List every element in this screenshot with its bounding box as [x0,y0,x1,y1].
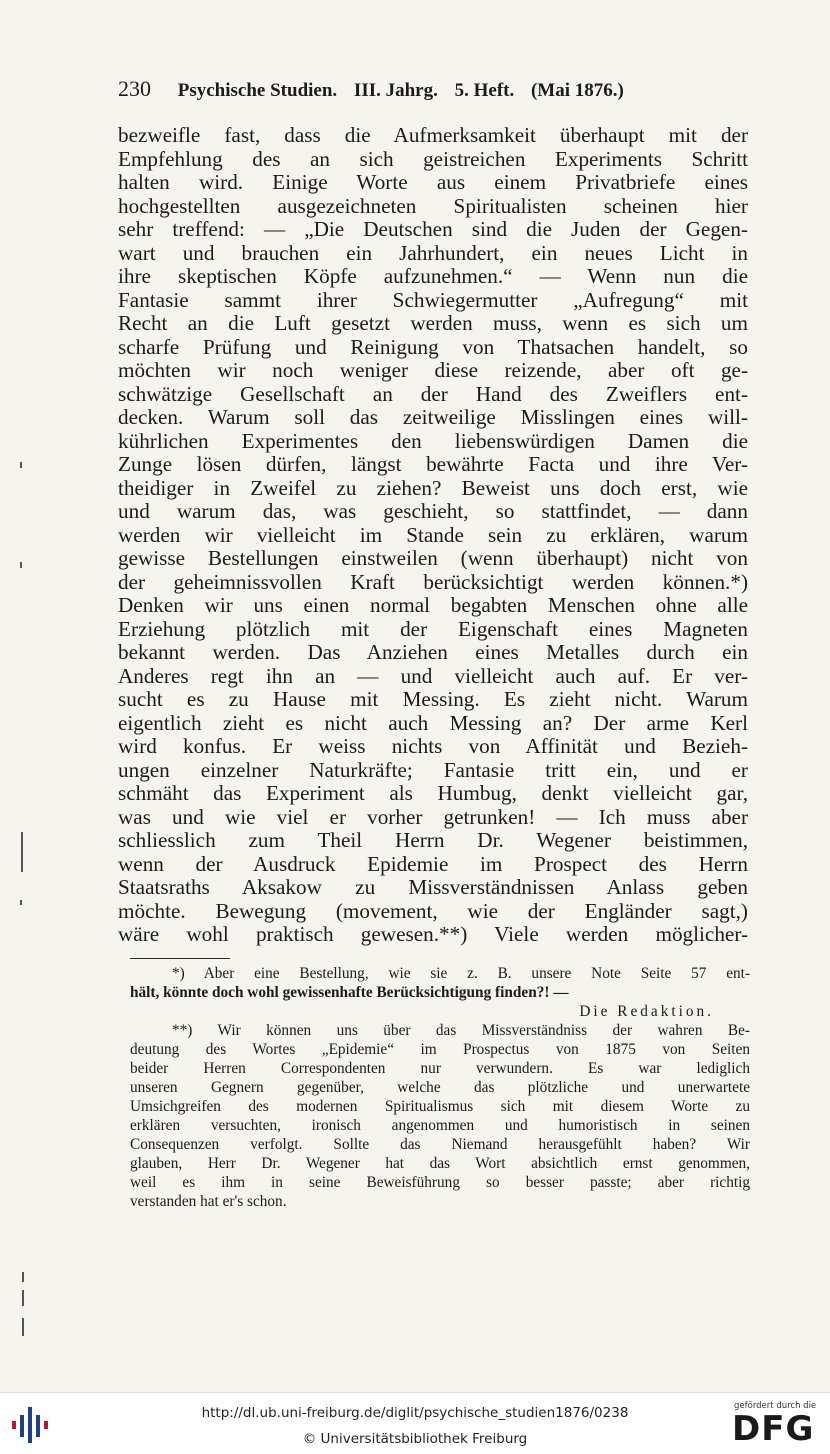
funding-note: gefördert durch die [734,1401,817,1411]
body-line: Recht an die Luft gesetzt werden muss, wenn es sich um [118,312,748,335]
body-line: kührlichen Experimentes den liebenswürdigen Damen die [118,429,748,453]
body-line: wäre wohl praktisch gewesen.**) Viele werden möglicher- [118,923,748,946]
body-line: möchte. Bewegung (movement, wie der Engländer sagt,) [118,899,748,923]
footnote-signature: Die Redaktion. [579,1003,714,1020]
footnote-line: erklären versuchten, ironisch angenommen und humoristisch in seinen [130,1117,750,1134]
body-line: gewisse Bestellungen einstweilen (wenn überhaupt) nicht von [118,547,748,570]
body-line: bezweifle fast, dass die Aufmerksamkeit überhaupt mit der [118,124,748,147]
body-line: wird konfus. Er weiss nichts von Affinität und Bezieh- [118,735,748,758]
body-line: was und wie viel er vorher getrunken! — Ich muss aber [118,805,748,829]
body-line: bekannt werden. Das Anziehen eines Metalles durch ein [118,641,748,664]
body-line: und warum das, was geschieht, so stattfindet, — dann [118,500,748,523]
footnote-line: Consequenzen verfolgt. Sollte das Niemand herausgefühlt haben? Wir [130,1136,750,1153]
body-line: schmäht das Experiment als Humbug, denkt vielleicht gar, [118,782,748,805]
footnotes [130,964,750,1211]
body-line: scharfe Prüfung und Reinigung von Thatsachen handelt, so [118,335,748,359]
body-line: der geheimnissvollen Kraft berücksichtigt werden können.*) [118,570,748,594]
margin-mark [20,562,22,568]
dfg-logo: DFG [732,1409,815,1449]
body-line: Empfehlung des an sich geistreichen Experiments Schritt [118,147,748,171]
running-header [118,76,688,102]
footnote-line: hält, könnte doch wohl gewissenhafte Berücksichtigung finden?! — [130,984,569,1001]
journal-year: III. Jahrg. [353,80,438,101]
body-line: wart und brauchen ein Jahrhundert, ein neues Licht in [118,241,748,265]
page-number: 230 [118,76,151,101]
body-line: Denken wir uns einen normal begabten Menschen ohne alle [118,594,748,617]
body-line: werden wir vielleicht im Stande sein zu erklären, warum [118,523,748,547]
margin-mark [22,1290,24,1306]
body-line: hochgestellten ausgezeichneten Spiritualisten scheinen hier [118,194,748,218]
body-line: ihre skeptischen Köpfe aufzunehmen.“ — Wenn nun die [118,265,748,288]
body-line: sehr treffend: — „Die Deutschen sind die Juden der Gegen- [118,218,748,241]
copyright-notice: © Universitätsbibliothek Freiburg [302,1431,528,1447]
journal-title: Psychische Studien. [177,80,338,101]
margin-mark [21,832,23,872]
body-line: schliesslich zum Theil Herrn Dr. Wegener beistimmen, [118,829,748,852]
body-line: sucht es zu Hause mit Messing. Es zieht nicht. Warum [118,688,748,711]
body-line: Zunge lösen dürfen, längst bewährte Facta und ihre Ver- [118,453,748,476]
body-line: decken. Warum soll das zeitweilige Misslingen eines will- [118,406,748,429]
body-line: eigentlich zieht es nicht auch Messing an? Der arme Kerl [118,711,748,735]
journal-date: (Mai 1876.) [530,80,624,101]
journal-issue: 5. Heft. [454,80,515,101]
margin-mark [22,1318,24,1336]
body-line: Erziehung plötzlich mit der Eigenschaft eines Magneten [118,617,748,641]
footnote-line: *) Aber eine Bestellung, wie sie z. B. unsere Note Seite 57 ent- [172,965,750,982]
margin-mark [20,900,22,905]
footnote-line: Umsichgreifen des modernen Spiritualismus sich mit diesem Worte zu [130,1098,750,1115]
body-line: ungen einzelner Naturkräfte; Fantasie tritt ein, und er [118,758,748,782]
footnote-line: **) Wir können uns über das Missverständniss der wahren Be- [172,1022,750,1039]
footnote-line: beider Herren Correspondenten nur verwundern. Es war lediglich [130,1060,750,1077]
body-line: möchten wir noch weniger diese reizende, aber oft ge- [118,359,748,382]
body-line: theidiger in Zweifel zu ziehen? Beweist uns doch erst, wie [118,476,748,500]
margin-mark [20,462,22,468]
footnote-line: unseren Gegnern gegenüber, welche das plötzliche und unerwartete [130,1079,750,1096]
body-line: halten wird. Einige Worte aus einem Privatbriefe eines [118,171,748,194]
permalink-url[interactable]: http://dl.ub.uni-freiburg.de/diglit/psychische_studien1876/0238 [201,1405,629,1421]
body-line: Fantasie sammt ihrer Schwiegermutter „Aufregung“ mit [118,288,748,312]
footnote-line: weil es ihm in seine Beweisführung so besser passte; aber richtig [130,1174,750,1191]
body-line: schwätzige Gesellschaft an der Hand des Zweiflers ent- [118,382,748,406]
body-line: Anderes regt ihn an — und vielleicht auch auf. Er ver- [118,664,748,688]
margin-mark [22,1272,24,1282]
footnote-line: deutung des Wortes „Epidemie“ im Prospectus von 1875 von Seiten [130,1041,750,1058]
footnote-divider [130,958,230,959]
body-line: Staatsraths Aksakow zu Missverständnissen Anlass geben [118,876,748,899]
footnote-line: glauben, Herr Dr. Wegener hat das Wort absichtlich ernst genommen, [130,1155,750,1172]
footnote-line: verstanden hat er's schon. [130,1193,287,1210]
body-line: wenn der Ausdruck Epidemie im Prospect des Herrn [118,852,748,876]
body-text [118,124,748,947]
viewer-footer [0,1392,830,1454]
